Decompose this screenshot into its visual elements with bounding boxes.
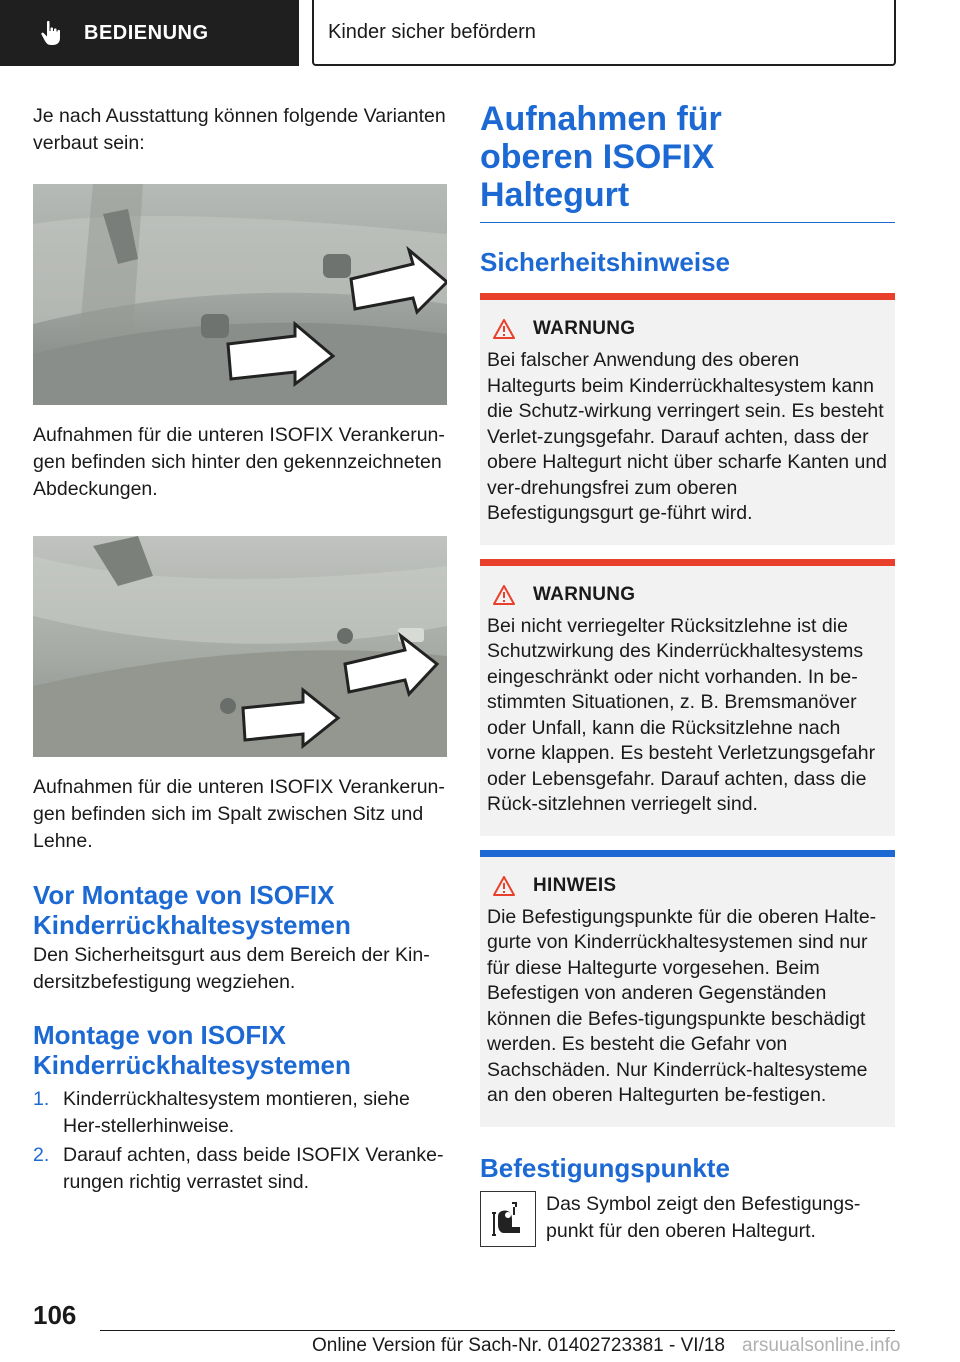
warning-text: Bei nicht verriegelter Rücksitzlehne ist die Schutzwirkung des Kinderrückhaltesystems eingeschränkt oder nicht vorhanden. In be-stimmten Situationen, z. B. Bremsmanöver oder Unfall, kann die Rücksitzlehne nach vorne klappen. Es besteht Verletzungsgefahr oder Lebensgefahr. Darauf achten, dass die Rück-sitzlehnen verriegelt sind. <box>487 614 876 815</box>
warning-label: WARNUNG <box>533 318 636 339</box>
before-mounting-text: Den Sicherheitsgurt aus dem Bereich der Kin-dersitzbefestigung wegziehen. <box>33 944 430 993</box>
heading-mounting: Montage von ISOFIX Kinderrückhaltesystemen <box>33 1020 351 1080</box>
heading-before-mounting: Vor Montage von ISOFIX Kinderrückhaltesystemen <box>33 880 351 940</box>
warning-box-2 <box>480 559 895 836</box>
title-divider <box>480 222 895 223</box>
page-number: 106 <box>33 1300 77 1330</box>
list-item <box>33 1142 447 1196</box>
chapter-title: Kinder sicher befördern <box>312 0 896 66</box>
watermark: arsuualsonline.info <box>742 1335 901 1356</box>
seat-photo-1 <box>33 184 447 405</box>
online-version-text: Online Version für Sach-Nr. 01402723381 - VI/18 <box>312 1335 725 1356</box>
warning-triangle-icon <box>493 585 515 605</box>
main-title: Aufnahmen für oberen ISOFIX Haltegurt <box>480 100 722 214</box>
warning-box-1 <box>480 293 895 545</box>
left-column <box>33 100 447 1198</box>
intro-text: Je nach Ausstattung können folgende Varianten verbaut sein: <box>33 105 446 154</box>
child-seat-anchor-icon <box>480 1191 536 1247</box>
step-number: 1. <box>33 1088 50 1110</box>
section-tab[interactable] <box>0 0 299 66</box>
seat-photo-2 <box>33 536 447 757</box>
list-item <box>33 1086 447 1140</box>
step-number: 2. <box>33 1144 50 1166</box>
isofix-photo-gap <box>33 536 447 757</box>
notice-label: HINWEIS <box>533 874 617 896</box>
anchor-symbol-text: Das Symbol zeigt den Befestigungs-punkt für den oberen Haltegurt. <box>546 1192 861 1242</box>
notice-text: Die Befestigungspunkte für die oberen Halte-gurte von Kinderrückhaltesystemen sind nur für diese Haltegurte vorgesehen. Beim Befestigen von anderen Gegenständen können die Befes-tigungspunkte beschädigt werden. Es besteht die Gefahr von Sachschäden. Nur Kinderrück-haltesysteme an den oberen Haltegurten be-festigen. <box>487 905 877 1106</box>
right-column <box>480 100 895 1247</box>
notice-triangle-icon <box>493 876 515 896</box>
notice-box <box>480 850 895 1127</box>
warning-triangle-icon <box>493 319 515 339</box>
mounting-steps <box>33 1086 447 1196</box>
hand-pointer-icon <box>38 19 66 47</box>
anchor-points-heading: Befestigungspunkte <box>480 1152 730 1183</box>
section-label: BEDIENUNG <box>84 21 209 44</box>
page-header <box>0 0 960 66</box>
footer-divider <box>100 1330 895 1331</box>
step-text: Darauf achten, dass beide ISOFIX Veranke-rungen richtig verrastet sind. <box>63 1144 444 1193</box>
safety-heading: Sicherheitshinweise <box>480 247 730 277</box>
warning-label: WARNUNG <box>533 583 636 605</box>
caption-gap: Aufnahmen für die unteren ISOFIX Verankerun-gen befinden sich im Spalt zwischen Sitz und Lehne. <box>33 776 445 852</box>
isofix-photo-covers <box>33 184 447 405</box>
step-text: Kinderrückhaltesystem montieren, siehe Her-stellerhinweise. <box>63 1088 410 1137</box>
anchor-symbol-row <box>480 1191 895 1247</box>
warning-text: Bei falscher Anwendung des oberen Haltegurts beim Kinderrückhaltesystem kann die Schutz-wirkung verringert sein. Es besteht Verlet-zungsgefahr. Darauf achten, dass der obere Haltegurt nicht über scharfe Kanten und ver-drehungsfrei zum oberen Befestigungsgurt ge-führt wird. <box>487 349 888 524</box>
page-footer <box>0 1290 960 1362</box>
caption-covers: Aufnahmen für die unteren ISOFIX Verankerun-gen befinden sich hinter den gekennzeichneten Abdeckungen. <box>33 424 445 500</box>
